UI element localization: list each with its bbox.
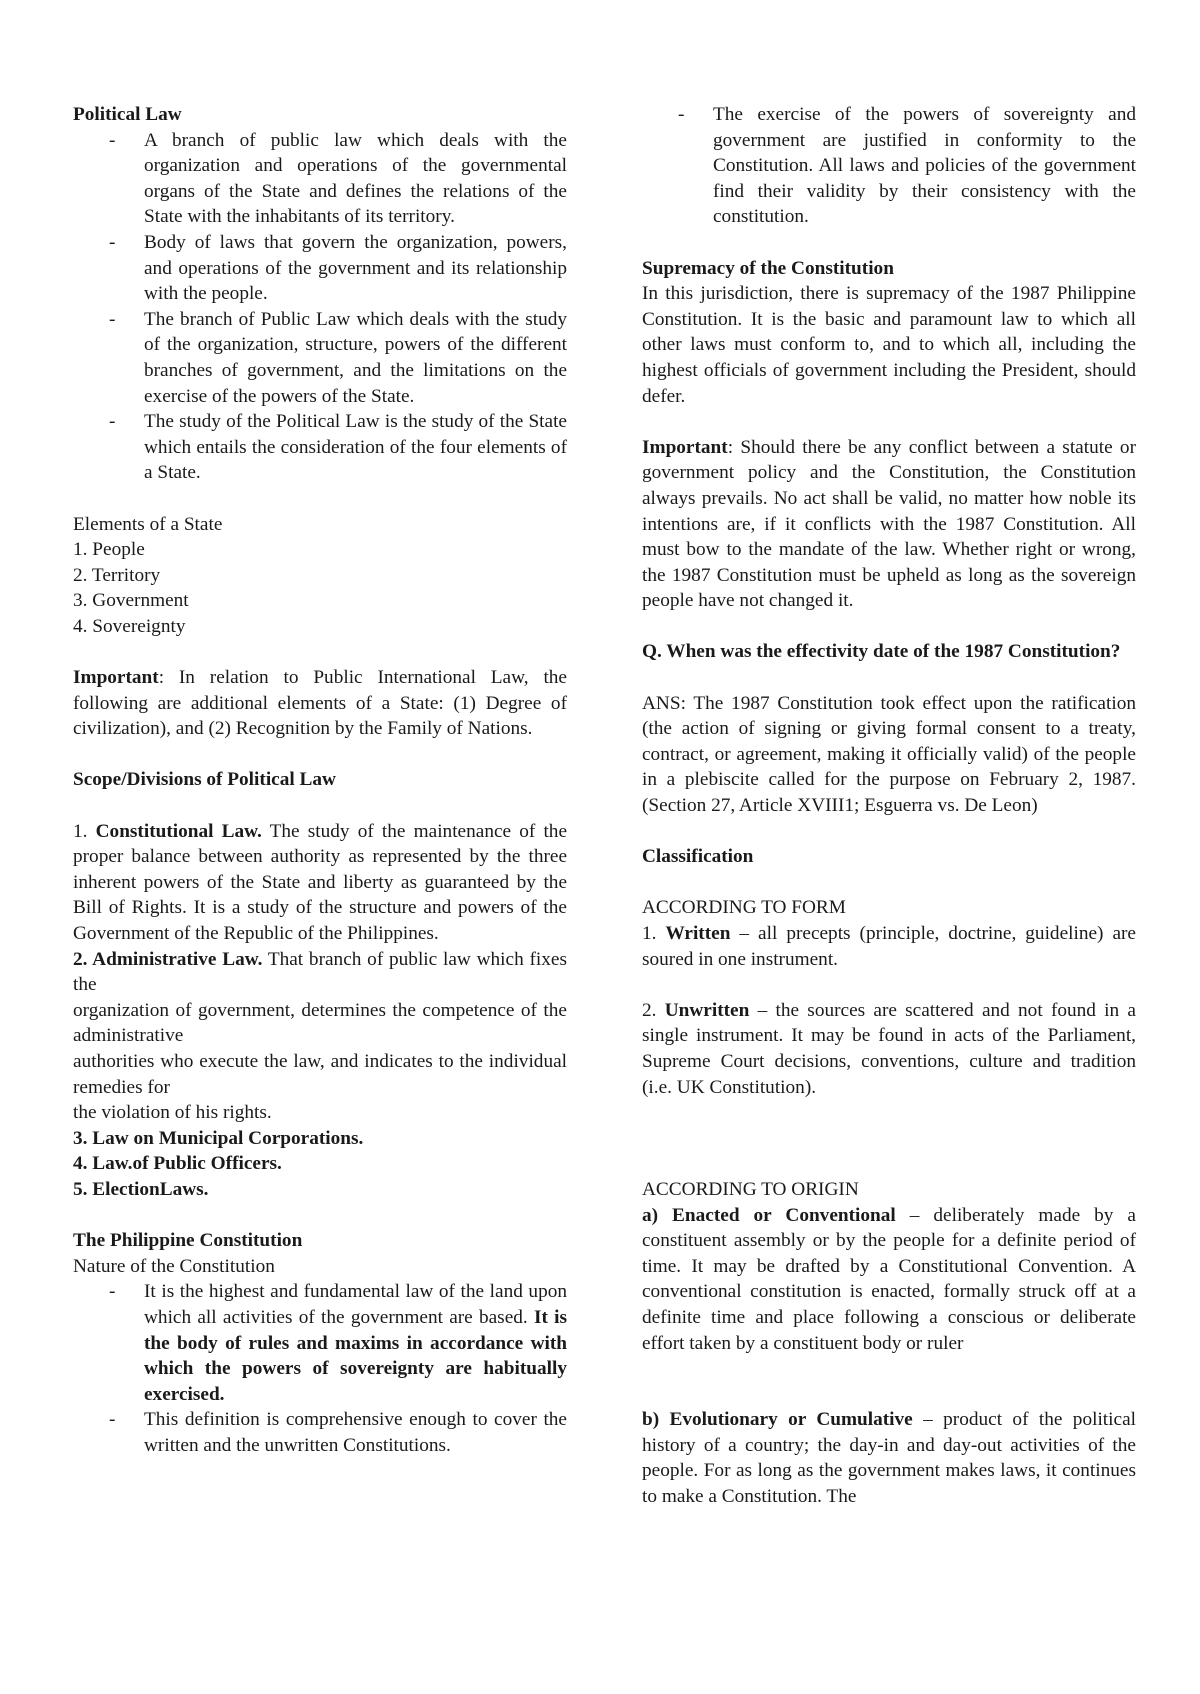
element-item: 2. Territory — [73, 564, 161, 586]
dash-bullet: - — [678, 104, 685, 125]
nature-heading: Nature of the Constitution — [73, 1255, 275, 1277]
important-note: Important: Should there be any conflict between a statute or government policy and the Constitution, the Constitution always prevails. No act shall be valid, no matter how noble its intentions are, if it conflicts with the 1987 Constitution. All must bow to the mandate of the law. Whether right or wrong, the 1987 Constitution must be upheld as long as the sovereign people have not changed it. — [642, 436, 1136, 612]
list-item: - The exercise of the powers of sovereignty and government are justified in conformity to the Constitution. All laws and policies of the government find their validity by their consistency with the constitution. — [678, 104, 1136, 228]
scope-heading: Scope/Divisions of Political Law — [73, 769, 336, 791]
origin-heading: ACCORDING TO ORIGIN — [642, 1178, 859, 1200]
division-municipal: 3. Law on Municipal Corporations. — [73, 1127, 364, 1149]
dash-bullet: - — [109, 308, 116, 330]
dash-bullet: - — [109, 1281, 116, 1303]
supremacy-heading: Supremacy of the Constitution — [642, 257, 894, 279]
right-column — [642, 102, 1136, 1510]
division-public-officers: 4. Law.of Public Officers. — [73, 1153, 282, 1175]
political-law-list — [73, 128, 567, 486]
dash-bullet: - — [109, 411, 116, 433]
list-item: - A branch of public law which deals with the organization and operations of the governmental organs of the State and defines the relations of the State with the inhabitants of its territory. — [109, 129, 567, 228]
form-written: 1. Written – all precepts (principle, doctrine, guideline) are soured in one instrument. — [642, 923, 1136, 970]
element-item: 3. Government — [73, 590, 189, 612]
dash-bullet: - — [109, 129, 116, 151]
elements-heading: Elements of a State — [73, 513, 223, 535]
nature-list — [73, 1279, 567, 1458]
constitution-heading: The Philippine Constitution — [73, 1230, 303, 1252]
dash-bullet: - — [109, 231, 116, 253]
list-item: - It is the highest and fundamental law of the land upon which all activities of the government are based. It is the body of rules and maxims in accordance with which the powers of sovereignty are habitually exercised. — [109, 1281, 568, 1405]
dash-bullet: - — [109, 1409, 116, 1431]
political-law-heading: Political Law — [73, 104, 182, 125]
answer: ANS: The 1987 Constitution took effect upon the ratification (the action of signing or giving formal consent to a treaty, contract, or agreement, making it officially valid) of the people in a plebiscite called for the purpose on February 2, 1987. (Section 27, Article XVIII1; Esguerra vs. De Leon) — [642, 692, 1136, 817]
supremacy-text: In this jurisdiction, there is supremacy of the 1987 Philippine Constitution. It is the basic and paramount law to which all other laws must conform to, and to which all, including the highest officials of government including the President, should defer. — [642, 283, 1136, 407]
origin-evolutionary: b) Evolutionary or Cumulative – product of the political history of a country; the day-in and day-out activities of the people. For as long as the government makes laws, it continues to make a Constitution. The — [642, 1409, 1136, 1508]
division-administrative-line: organization of government, determines the competence of the administrative — [73, 999, 567, 1047]
list-item: - Body of laws that govern the organization, powers, and operations of the government and its relationship with the people. — [109, 231, 567, 305]
question: Q. When was the effectivity date of the 1987 Constitution? — [642, 641, 1121, 663]
form-heading: ACCORDING TO FORM — [642, 897, 846, 919]
origin-enacted: a) Enacted or Conventional – deliberately made by a constituent assembly or by the people for a definite period of time. It may be drafted by a Constitutional Convention. A conventional constitution is enacted, formally struck off at a definite time and place following a conscious or deliberate effort taken by a constituent body or ruler — [642, 1204, 1136, 1354]
list-item: - This definition is comprehensive enough to cover the written and the unwritten Constitutions. — [109, 1409, 567, 1456]
left-column — [73, 102, 567, 1458]
important-note: Important: In relation to Public International Law, the following are additional elements of a State: (1) Degree of civilization), and (2) Recognition by the Family of Nations. — [73, 667, 567, 740]
division-administrative-line: authorities who execute the law, and indicates to the individual remedies for — [73, 1050, 567, 1098]
element-item: 4. Sovereignty — [73, 615, 186, 637]
division-administrative-law: 2. Administrative Law. That branch of public law which fixes the — [73, 948, 567, 996]
element-item: 1. People — [73, 539, 145, 561]
list-item: - The branch of Public Law which deals with the study of the organization, structure, powers of the different branches of government, and the limitations on the exercise of the powers of the State. — [109, 308, 567, 407]
classification-heading: Classification — [642, 846, 754, 868]
division-constitutional-law: 1. Constitutional Law. The study of the maintenance of the proper balance between authority as represented by the three inherent powers of the State and liberty as guaranteed by the Bill of Rights. It is a study of the structure and powers of the Government of the Republic of the Philippines. — [73, 820, 568, 944]
list-item: - The study of the Political Law is the study of the State which entails the consideration of the four elements of a State. — [109, 411, 567, 484]
division-administrative-line: the violation of his rights. — [73, 1102, 272, 1124]
division-election: 5. ElectionLaws. — [73, 1178, 209, 1200]
form-unwritten: 2. Unwritten – the sources are scattered and not found in a single instrument. It may be found in acts of the Parliament, Supreme Court decisions, conventions, culture and tradition (i.e. UK Constitution). — [642, 999, 1136, 1098]
sovereignty-list — [642, 102, 1136, 230]
